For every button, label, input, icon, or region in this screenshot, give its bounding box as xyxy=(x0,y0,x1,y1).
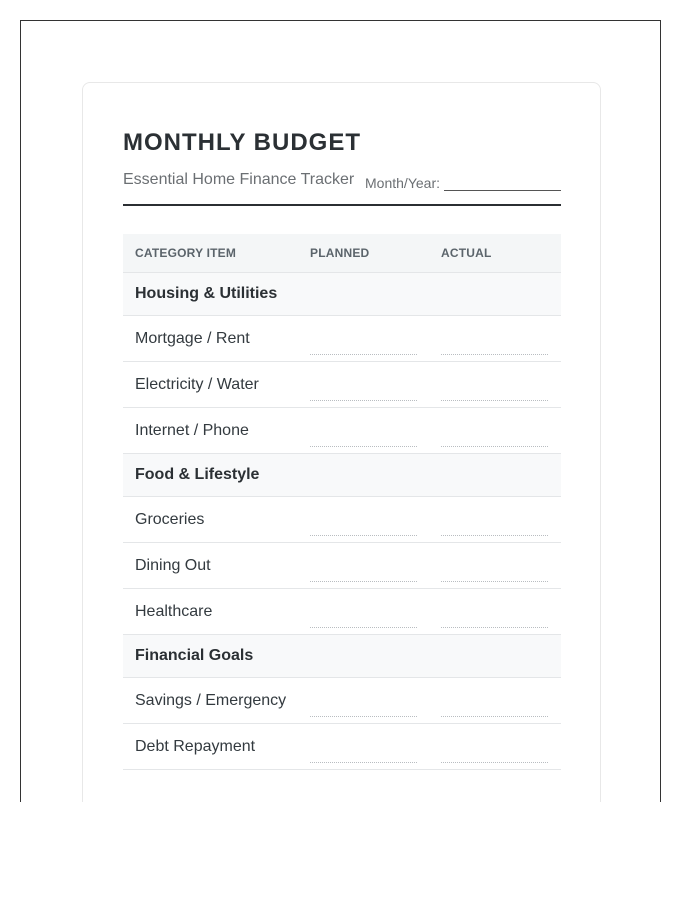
actual-entry-line[interactable] xyxy=(441,426,548,447)
item-name: Internet / Phone xyxy=(123,408,299,454)
page-title: MONTHLY BUDGET xyxy=(123,129,362,156)
item-name: Savings / Emergency xyxy=(123,678,299,724)
table-row xyxy=(123,678,561,724)
section-row xyxy=(123,454,561,497)
actual-cell[interactable] xyxy=(430,589,561,635)
column-header-planned: PLANNED xyxy=(299,234,430,273)
budget-table xyxy=(123,234,561,770)
section-row xyxy=(123,635,561,678)
item-name: Debt Repayment xyxy=(123,724,299,770)
actual-cell[interactable] xyxy=(430,724,561,770)
actual-entry-line[interactable] xyxy=(441,334,548,355)
table-header-row xyxy=(123,234,561,273)
planned-cell[interactable] xyxy=(299,724,430,770)
month-year-label: Month/Year: xyxy=(365,175,440,191)
actual-cell[interactable] xyxy=(430,497,561,543)
actual-entry-line[interactable] xyxy=(441,742,548,763)
table-row xyxy=(123,316,561,362)
planned-entry-line[interactable] xyxy=(310,380,417,401)
planned-cell[interactable] xyxy=(299,362,430,408)
column-header-category: CATEGORY ITEM xyxy=(123,234,299,273)
planned-entry-line[interactable] xyxy=(310,742,417,763)
actual-entry-line[interactable] xyxy=(441,696,548,717)
section-title: Housing & Utilities xyxy=(123,273,561,316)
planned-entry-line[interactable] xyxy=(310,607,417,628)
item-name: Electricity / Water xyxy=(123,362,299,408)
page-subtitle: Essential Home Finance Tracker xyxy=(123,171,355,188)
item-name: Dining Out xyxy=(123,543,299,589)
table-row xyxy=(123,589,561,635)
actual-cell[interactable] xyxy=(430,316,561,362)
planned-entry-line[interactable] xyxy=(310,561,417,582)
item-name: Healthcare xyxy=(123,589,299,635)
planned-cell[interactable] xyxy=(299,408,430,454)
planned-cell[interactable] xyxy=(299,678,430,724)
section-row xyxy=(123,273,561,316)
planned-entry-line[interactable] xyxy=(310,696,417,717)
month-year-field xyxy=(365,175,561,191)
actual-cell[interactable] xyxy=(430,362,561,408)
actual-entry-line[interactable] xyxy=(441,380,548,401)
table-row xyxy=(123,408,561,454)
planned-cell[interactable] xyxy=(299,497,430,543)
actual-cell[interactable] xyxy=(430,543,561,589)
month-year-input-line[interactable] xyxy=(444,175,561,191)
table-row xyxy=(123,362,561,408)
actual-cell[interactable] xyxy=(430,408,561,454)
column-header-actual: ACTUAL xyxy=(430,234,561,273)
actual-entry-line[interactable] xyxy=(441,515,548,536)
planned-cell[interactable] xyxy=(299,589,430,635)
planned-entry-line[interactable] xyxy=(310,334,417,355)
page-frame xyxy=(20,20,661,802)
budget-card xyxy=(82,82,601,802)
planned-cell[interactable] xyxy=(299,543,430,589)
item-name: Groceries xyxy=(123,497,299,543)
planned-entry-line[interactable] xyxy=(310,515,417,536)
item-name: Mortgage / Rent xyxy=(123,316,299,362)
section-title: Financial Goals xyxy=(123,635,561,678)
table-row xyxy=(123,724,561,770)
budget-header xyxy=(123,127,561,206)
actual-cell[interactable] xyxy=(430,678,561,724)
actual-entry-line[interactable] xyxy=(441,607,548,628)
table-row xyxy=(123,497,561,543)
section-title: Food & Lifestyle xyxy=(123,454,561,497)
planned-entry-line[interactable] xyxy=(310,426,417,447)
planned-cell[interactable] xyxy=(299,316,430,362)
actual-entry-line[interactable] xyxy=(441,561,548,582)
table-row xyxy=(123,543,561,589)
